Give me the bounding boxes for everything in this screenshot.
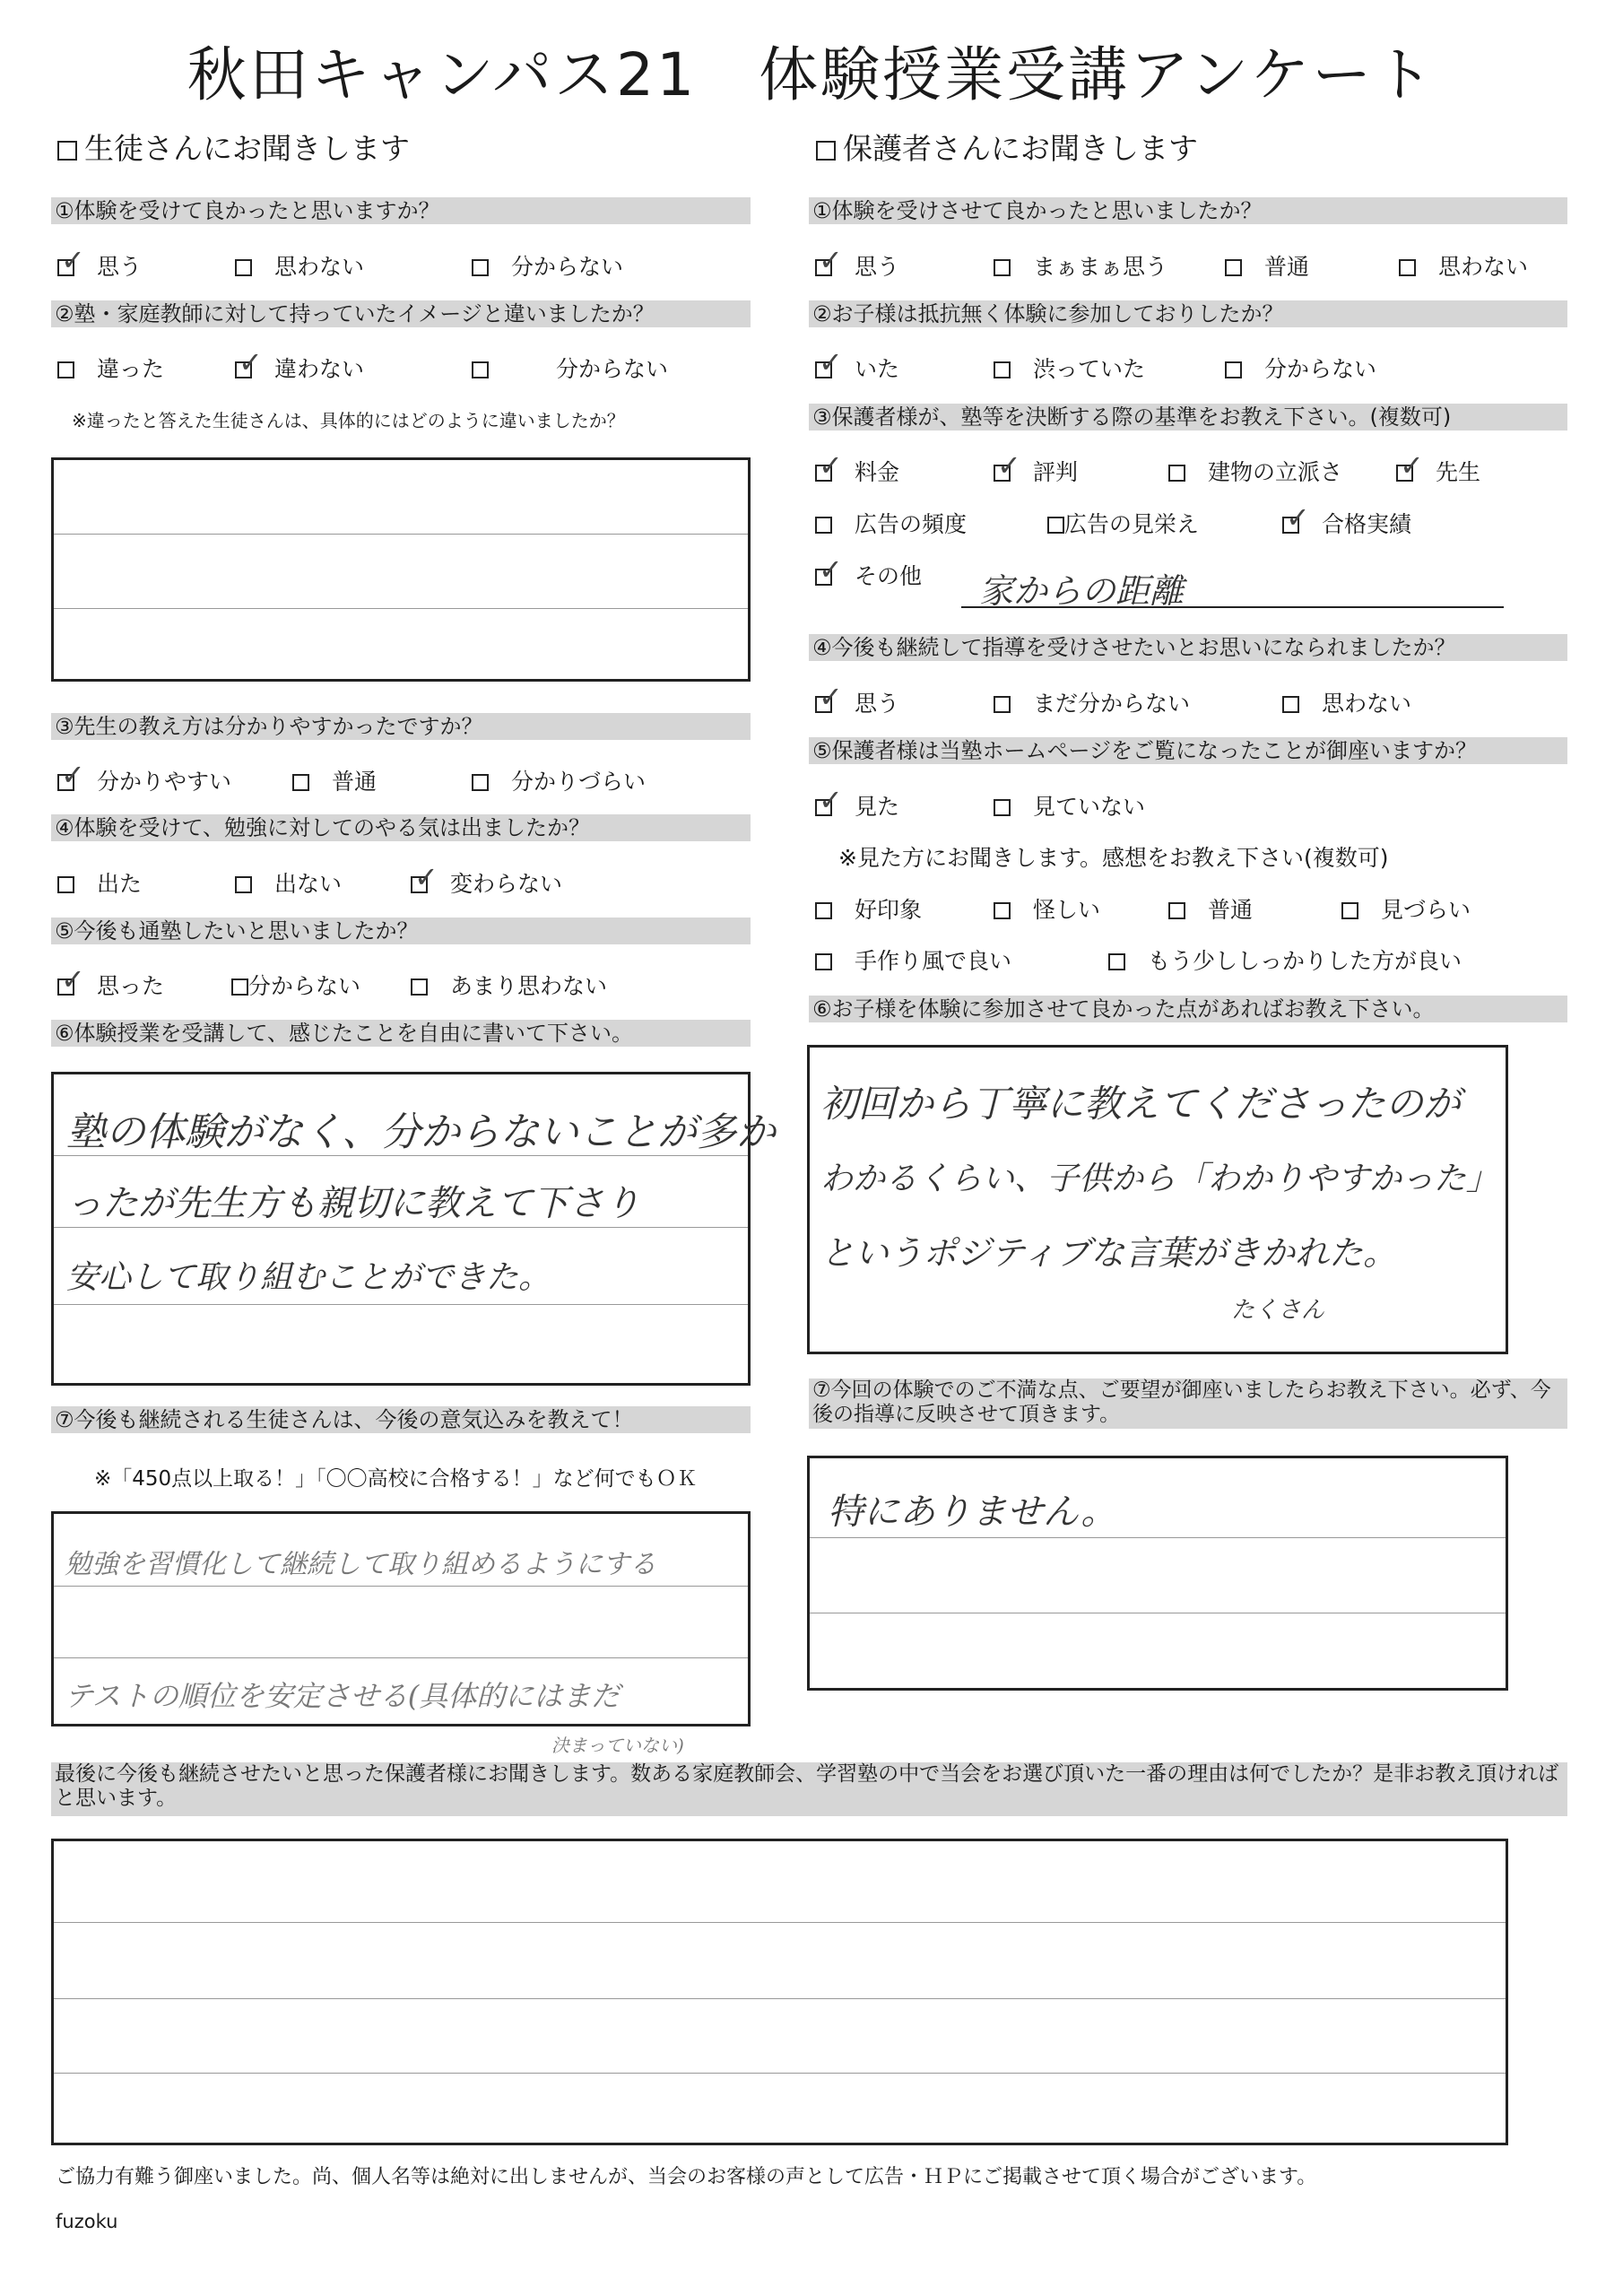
student-q3-option-3[interactable]: 分かりづらい [472, 764, 646, 796]
parent-q7-question: ⑦今回の体験でのご不満な点、ご要望が御座いましたらお教え下さい。必ず、今後の指導に反映させて頂きます。 [809, 1378, 1567, 1429]
checkbox[interactable] [57, 361, 74, 378]
checkbox[interactable] [1168, 902, 1185, 919]
student-q1-option-2[interactable]: 思わない [235, 249, 364, 282]
student-q6-answer-box[interactable] [51, 1072, 777, 1386]
checkbox-checked[interactable] [57, 259, 74, 276]
student-q2-option-2[interactable]: ✓ 違わない [235, 352, 364, 384]
parent-q5-impression-5[interactable]: 手作り風で良い [815, 944, 1011, 976]
parent-q1-option-2[interactable]: まぁまぁ思う [994, 249, 1167, 282]
student-section-heading [57, 126, 410, 168]
parent-q1-option-1[interactable]: ✓ 思う [815, 249, 899, 282]
ruled-line [54, 1657, 748, 1658]
student-q5-option-2[interactable]: 分からない [231, 969, 360, 1001]
student-q2-answer-box[interactable] [51, 457, 751, 682]
ruled-line [54, 2073, 1506, 2074]
student-q1-question: ①体験を受けて良かったと思いますか？ [51, 197, 751, 224]
student-q1-option-1[interactable]: ✓ 思う [57, 249, 142, 282]
handwritten-insertion: たくさん [1231, 1297, 1325, 1324]
handwritten-answer-note: 決まっていない) [551, 1735, 684, 1756]
parent-q4-option-3[interactable]: 思わない [1282, 686, 1411, 718]
ruled-line [54, 1922, 1506, 1923]
checkbox-icon [57, 141, 77, 161]
student-q3-option-1[interactable]: ✓ 分かりやすい [57, 764, 231, 796]
parent-q7-answer-box[interactable] [807, 1456, 1508, 1691]
parent-heading-label: 保護者さんにお聞きします [843, 131, 1198, 166]
student-q3-question: ③先生の教え方は分かりやすかったですか？ [51, 713, 751, 740]
parent-q1-option-4[interactable]: 思わない [1399, 249, 1528, 282]
handwritten-answer-line: テストの順位を安定させる(具体的にはまだ [65, 1679, 621, 1713]
checkbox[interactable] [1225, 361, 1242, 378]
parent-q5-impression-2[interactable]: 怪しい [994, 892, 1100, 925]
checkbox-checked[interactable] [815, 259, 832, 276]
checkbox[interactable] [235, 876, 252, 893]
parent-q3-option-4[interactable]: ✓ 先生 [1396, 455, 1480, 487]
checkbox-checked[interactable] [235, 361, 252, 378]
source-mark: fuzoku [56, 2211, 118, 2232]
ruled-line [54, 534, 748, 535]
parent-q5-impression-3[interactable]: 普通 [1168, 892, 1253, 925]
student-q4-question: ④体験を受けて、勉強に対してのやる気は出ましたか？ [51, 814, 751, 841]
parent-q3-option-6[interactable]: 広告の見栄え [1047, 507, 1199, 539]
checkbox[interactable] [1168, 465, 1185, 482]
student-q7-question: ⑦今後も継続される生徒さんは、今後の意気込みを教えて！ [51, 1406, 751, 1433]
footer-note: ご協力有難う御座いました。尚、個人名等は絶対に出しませんが、当会のお客様の声として広告・ＨＰにご掲載させて頂く場合がございます。 [56, 2166, 1317, 2188]
checkbox-checked[interactable] [815, 569, 832, 586]
checkbox[interactable] [235, 259, 252, 276]
parent-q3-other-answer: 家からの距離 [979, 571, 1185, 611]
parent-q2-option-2[interactable]: 渋っていた [994, 352, 1145, 384]
student-q2-note: ※違ったと答えた生徒さんは、具体的にはどのように違いましたか？ [72, 410, 625, 431]
checkbox[interactable] [994, 696, 1011, 713]
parent-q2-option-1[interactable]: ✓ いた [815, 352, 899, 384]
student-q2-option-3[interactable]: 分からない [472, 352, 668, 384]
parent-q5-impression-4[interactable]: 見づらい [1341, 892, 1471, 925]
checkbox[interactable] [994, 799, 1011, 816]
checkbox[interactable] [411, 978, 428, 996]
checkbox-checked[interactable] [411, 876, 428, 893]
student-q4-option-1[interactable]: 出た [57, 866, 142, 899]
parent-q4-option-1[interactable]: ✓ 思う [815, 686, 899, 718]
parent-q3-question: ③保護者様が、塾等を決断する際の基準をお教え下さい。(複数可) [809, 404, 1567, 430]
parent-q4-question: ④今後も継続して指導を受けさせたいとお思いになられましたか？ [809, 634, 1567, 661]
checkbox-checked[interactable] [994, 465, 1011, 482]
parent-q3-option-1[interactable]: ✓ 料金 [815, 455, 899, 487]
parent-q4-option-2[interactable]: まだ分からない [994, 686, 1190, 718]
checkbox[interactable] [815, 902, 832, 919]
student-q7-answer-box[interactable] [51, 1511, 751, 1726]
checkbox-checked[interactable] [1282, 517, 1299, 534]
parent-q3-option-8[interactable]: ✓ その他 [815, 559, 922, 591]
checkbox[interactable] [1225, 259, 1242, 276]
handwritten-answer-line: 特にありません。 [828, 1492, 1117, 1533]
student-q5-option-1[interactable]: ✓ 思った [57, 969, 164, 1001]
page-title: 秋田キャンパス21 体験授業受講アンケート [187, 40, 1436, 109]
parent-q5-impression-1[interactable]: 好印象 [815, 892, 922, 925]
checkbox[interactable] [994, 902, 1011, 919]
student-q4-option-2[interactable]: 出ない [235, 866, 342, 899]
checkbox-checked[interactable] [57, 774, 74, 791]
parent-q5-note: ※見た方にお聞きします。感想をお教え下さい(複数可) [838, 845, 1389, 871]
ruled-line [54, 1998, 1506, 1999]
checkbox[interactable] [231, 978, 248, 996]
checkbox[interactable] [1108, 953, 1125, 970]
handwritten-answer-line: 初回から丁寧に教えてくださったのが [820, 1082, 1462, 1126]
student-q2-option-1[interactable]: 違った [57, 352, 164, 384]
parent-q2-question: ②お子様は抵抗無く体験に参加しておりしたか？ [809, 300, 1567, 327]
student-heading-label: 生徒さんにお聞きします [84, 131, 410, 166]
final-question: 最後に今後も継続させたいと思った保護者様にお聞きします。数ある家庭教師会、学習塾の中で当会をお選び頂いた一番の理由は何でしたか？是非お教え頂ければと思います。 [51, 1762, 1567, 1816]
checkbox-checked[interactable] [815, 696, 832, 713]
ruled-line [810, 1537, 1506, 1538]
parent-q5-question: ⑤保護者様は当塾ホームページをご覧になったことが御座いますか？ [809, 737, 1567, 764]
handwritten-answer-line: ったが先生方も親切に教えて下さり [66, 1183, 640, 1224]
handwritten-answer-line: 勉強を習慣化して継続して取り組めるようにする [65, 1549, 656, 1580]
student-q2-question: ②塾・家庭教師に対して持っていたイメージと違いましたか？ [51, 300, 751, 327]
student-q7-note: ※「450点以上取る！」「〇〇高校に合格する！」など何でもＯＫ [94, 1467, 698, 1491]
checkbox-checked[interactable] [1396, 465, 1413, 482]
checkbox[interactable] [1341, 902, 1358, 919]
checkbox-icon [816, 141, 836, 161]
parent-q5-impression-6[interactable]: もう少ししっかりした方が良い [1108, 944, 1462, 976]
parent-q3-option-5[interactable]: 広告の頻度 [815, 507, 967, 539]
student-q1-option-3[interactable]: 分からない [472, 249, 623, 282]
handwritten-answer-line: わかるくらい、子供から「わかりやすかった」 [820, 1161, 1499, 1197]
checkbox[interactable] [472, 361, 489, 378]
checkbox[interactable] [1047, 517, 1064, 534]
ruled-line [54, 608, 748, 609]
ruled-line [54, 1304, 748, 1305]
answer-underline [961, 606, 1504, 608]
checkbox[interactable] [292, 774, 309, 791]
checkbox[interactable] [1282, 696, 1299, 713]
checkbox[interactable] [472, 774, 489, 791]
checkbox-checked[interactable] [815, 799, 832, 816]
parent-q5-option-1[interactable]: ✓ 見た [815, 789, 899, 822]
checkbox[interactable] [994, 361, 1011, 378]
handwritten-answer-line: というポジティブな言葉がきかれた。 [820, 1233, 1397, 1273]
parent-q3-option-3[interactable]: 建物の立派さ [1168, 455, 1342, 487]
checkbox-checked[interactable] [815, 465, 832, 482]
parent-q1-option-3[interactable]: 普通 [1225, 249, 1309, 282]
checkbox[interactable] [994, 259, 1011, 276]
ruled-line [54, 1227, 748, 1228]
handwritten-answer-line: 塾の体験がなく、分からないことが多か [66, 1109, 777, 1155]
checkbox-checked[interactable] [815, 361, 832, 378]
checkbox[interactable] [1399, 259, 1416, 276]
final-answer-box[interactable] [51, 1839, 1508, 2145]
handwritten-answer-line: 安心して取り組むことができた。 [66, 1259, 551, 1296]
checkbox[interactable] [57, 876, 74, 893]
checkbox[interactable] [815, 517, 832, 534]
parent-q3-option-2[interactable]: ✓ 評判 [994, 455, 1078, 487]
student-q4-option-3[interactable]: ✓ 変わらない [411, 866, 562, 899]
checkbox[interactable] [472, 259, 489, 276]
parent-q3-option-7[interactable]: ✓ 合格実績 [1282, 507, 1411, 539]
student-q5-option-3[interactable]: あまり思わない [411, 969, 607, 1001]
checkbox[interactable] [815, 953, 832, 970]
student-q5-question: ⑤今後も通塾したいと思いましたか？ [51, 918, 751, 944]
parent-q6-answer-box[interactable] [807, 1045, 1508, 1354]
parent-q2-option-3[interactable]: 分からない [1225, 352, 1376, 384]
parent-section-heading [816, 126, 1198, 168]
student-q3-option-2[interactable]: 普通 [292, 764, 377, 796]
parent-q6-question: ⑥お子様を体験に参加させて良かった点があればお教え下さい。 [809, 996, 1567, 1022]
parent-q5-option-2[interactable]: 見ていない [994, 789, 1145, 822]
parent-q1-question: ①体験を受けさせて良かったと思いましたか？ [809, 197, 1567, 224]
checkbox-checked[interactable] [57, 978, 74, 996]
student-q6-question: ⑥体験授業を受講して、感じたことを自由に書いて下さい。 [51, 1020, 751, 1047]
